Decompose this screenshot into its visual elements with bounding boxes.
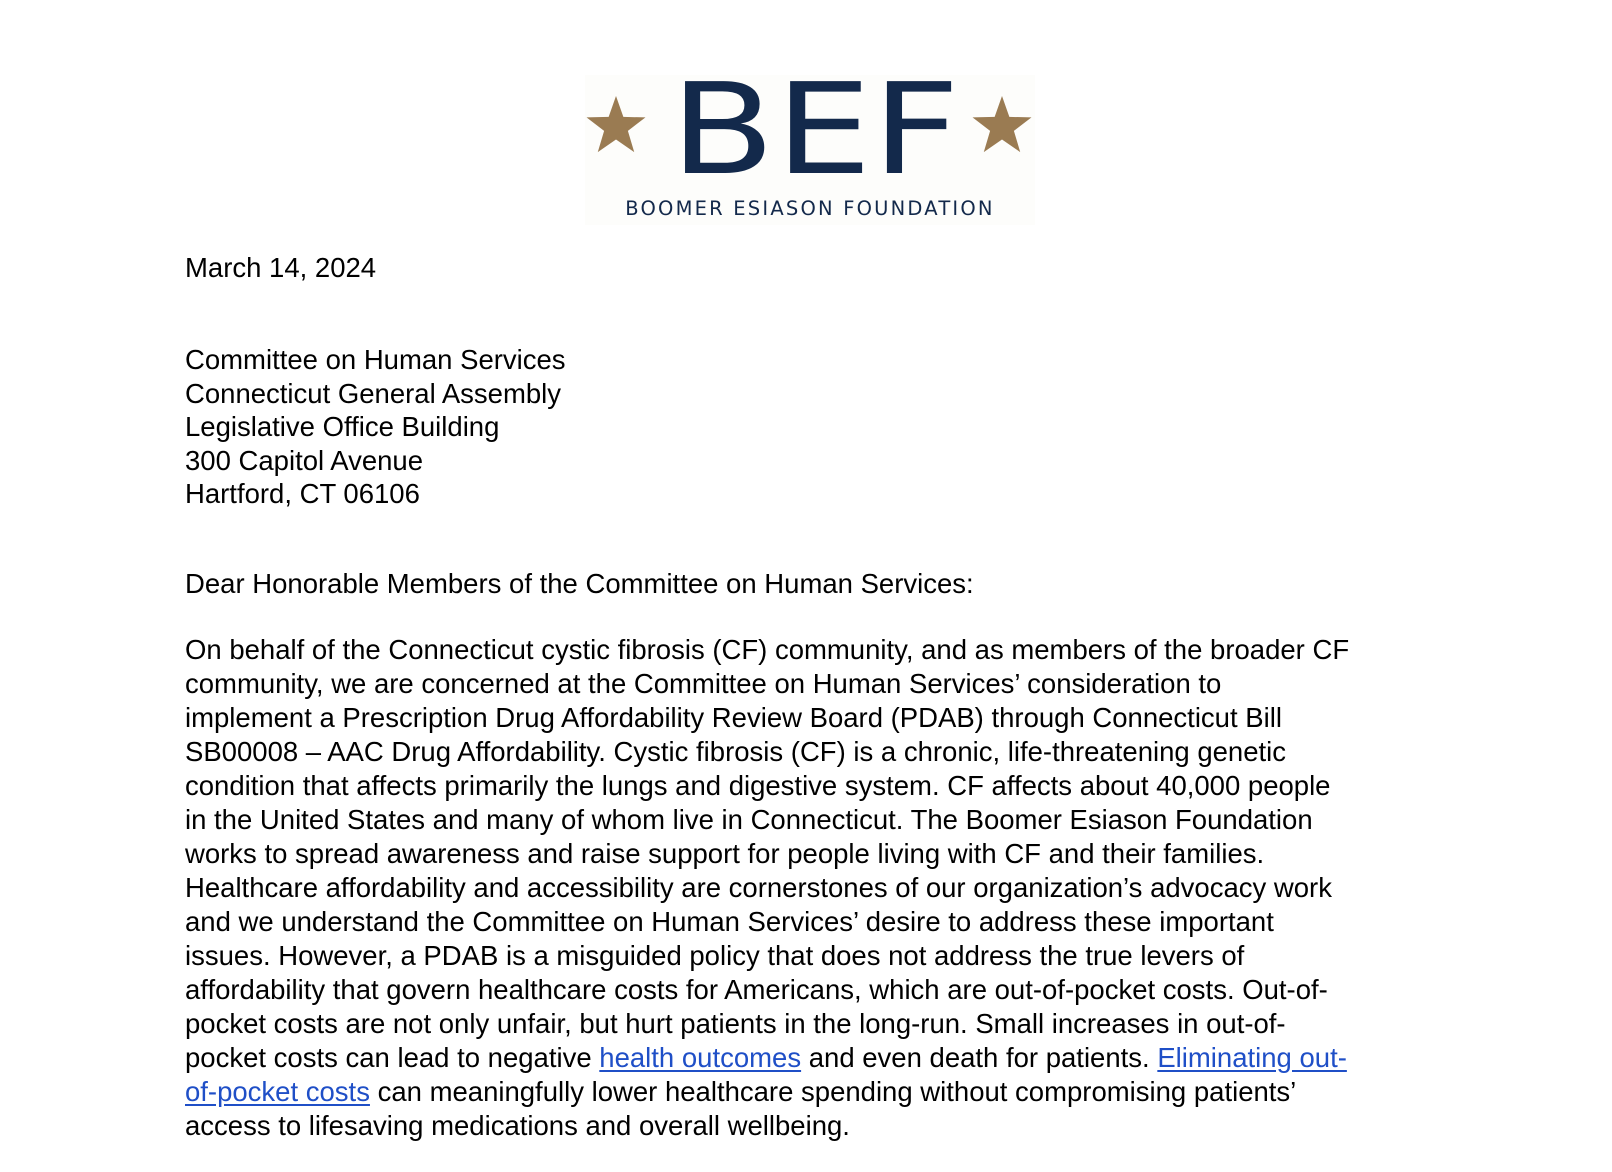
letter-date: March 14, 2024	[185, 252, 377, 283]
paragraph-line: pocket costs are not only unfair, but hurt patients in the long-run. Small increases in out-of-	[185, 1007, 1286, 1039]
address-line: Hartford, CT 06106	[185, 478, 420, 509]
paragraph-line: works to spread awareness and raise support for people living with CF and their families.	[185, 837, 1265, 869]
logo-mark	[585, 75, 1035, 185]
star-icon	[973, 96, 1032, 152]
eliminating-out-of-pocket-costs-link[interactable]: Eliminating out-	[1157, 1041, 1347, 1073]
logo-letters: BEF	[670, 75, 960, 185]
paragraph-line: On behalf of the Connecticut cystic fibrosis (CF) community, and as members of the broader CF	[185, 633, 1350, 665]
paragraph-line	[185, 1075, 1440, 1109]
paragraph-line: Healthcare affordability and accessibility are cornerstones of our organization’s advocacy work	[185, 871, 1332, 903]
paragraph-line: community, we are concerned at the Committee on Human Services’ consideration to	[185, 667, 1222, 699]
paragraph-text: pocket costs can lead to negative	[185, 1041, 600, 1073]
paragraph-line: condition that affects primarily the lungs and digestive system. CF affects about 40,000 people	[185, 769, 1331, 801]
address-line: Committee on Human Services	[185, 344, 566, 375]
address-line: Legislative Office Building	[185, 411, 500, 442]
foundation-logo	[585, 75, 1035, 225]
paragraph-line: implement a Prescription Drug Affordability Review Board (PDAB) through Connecticut Bill	[185, 701, 1282, 733]
paragraph-line	[185, 1041, 1440, 1075]
paragraph-line: issues. However, a PDAB is a misguided policy that does not address the true levers of	[185, 939, 1245, 971]
paragraph-line: SB00008 – AAC Drug Affordability. Cystic fibrosis (CF) is a chronic, life-threatening genetic	[185, 735, 1287, 767]
address-line: Connecticut General Assembly	[185, 377, 562, 409]
logo-tagline: BOOMER ESIASON FOUNDATION	[625, 197, 995, 220]
eliminating-out-of-pocket-costs-link-continued[interactable]: of-pocket costs	[185, 1075, 370, 1107]
body-paragraph	[185, 633, 1440, 1143]
health-outcomes-link[interactable]: health outcomes	[599, 1041, 802, 1073]
paragraph-line: and we understand the Committee on Human Services’ desire to address these important	[185, 905, 1274, 937]
recipient-address	[185, 343, 1440, 511]
paragraph-line: affordability that govern healthcare costs for Americans, which are out-of-pocket costs. Out-of-	[185, 973, 1328, 1005]
address-line: 300 Capitol Avenue	[185, 444, 424, 476]
star-icon	[587, 96, 646, 152]
paragraph-line: access to lifesaving medications and overall wellbeing.	[185, 1109, 850, 1141]
paragraph-text: can meaningfully lower healthcare spending without compromising patients’	[369, 1075, 1297, 1107]
letter	[185, 251, 1440, 1143]
salutation: Dear Honorable Members of the Committee on Human Services:	[185, 567, 974, 599]
paragraph-text: and even death for patients.	[801, 1041, 1158, 1073]
paragraph-line: in the United States and many of whom live in Connecticut. The Boomer Esiason Foundation	[185, 803, 1313, 835]
